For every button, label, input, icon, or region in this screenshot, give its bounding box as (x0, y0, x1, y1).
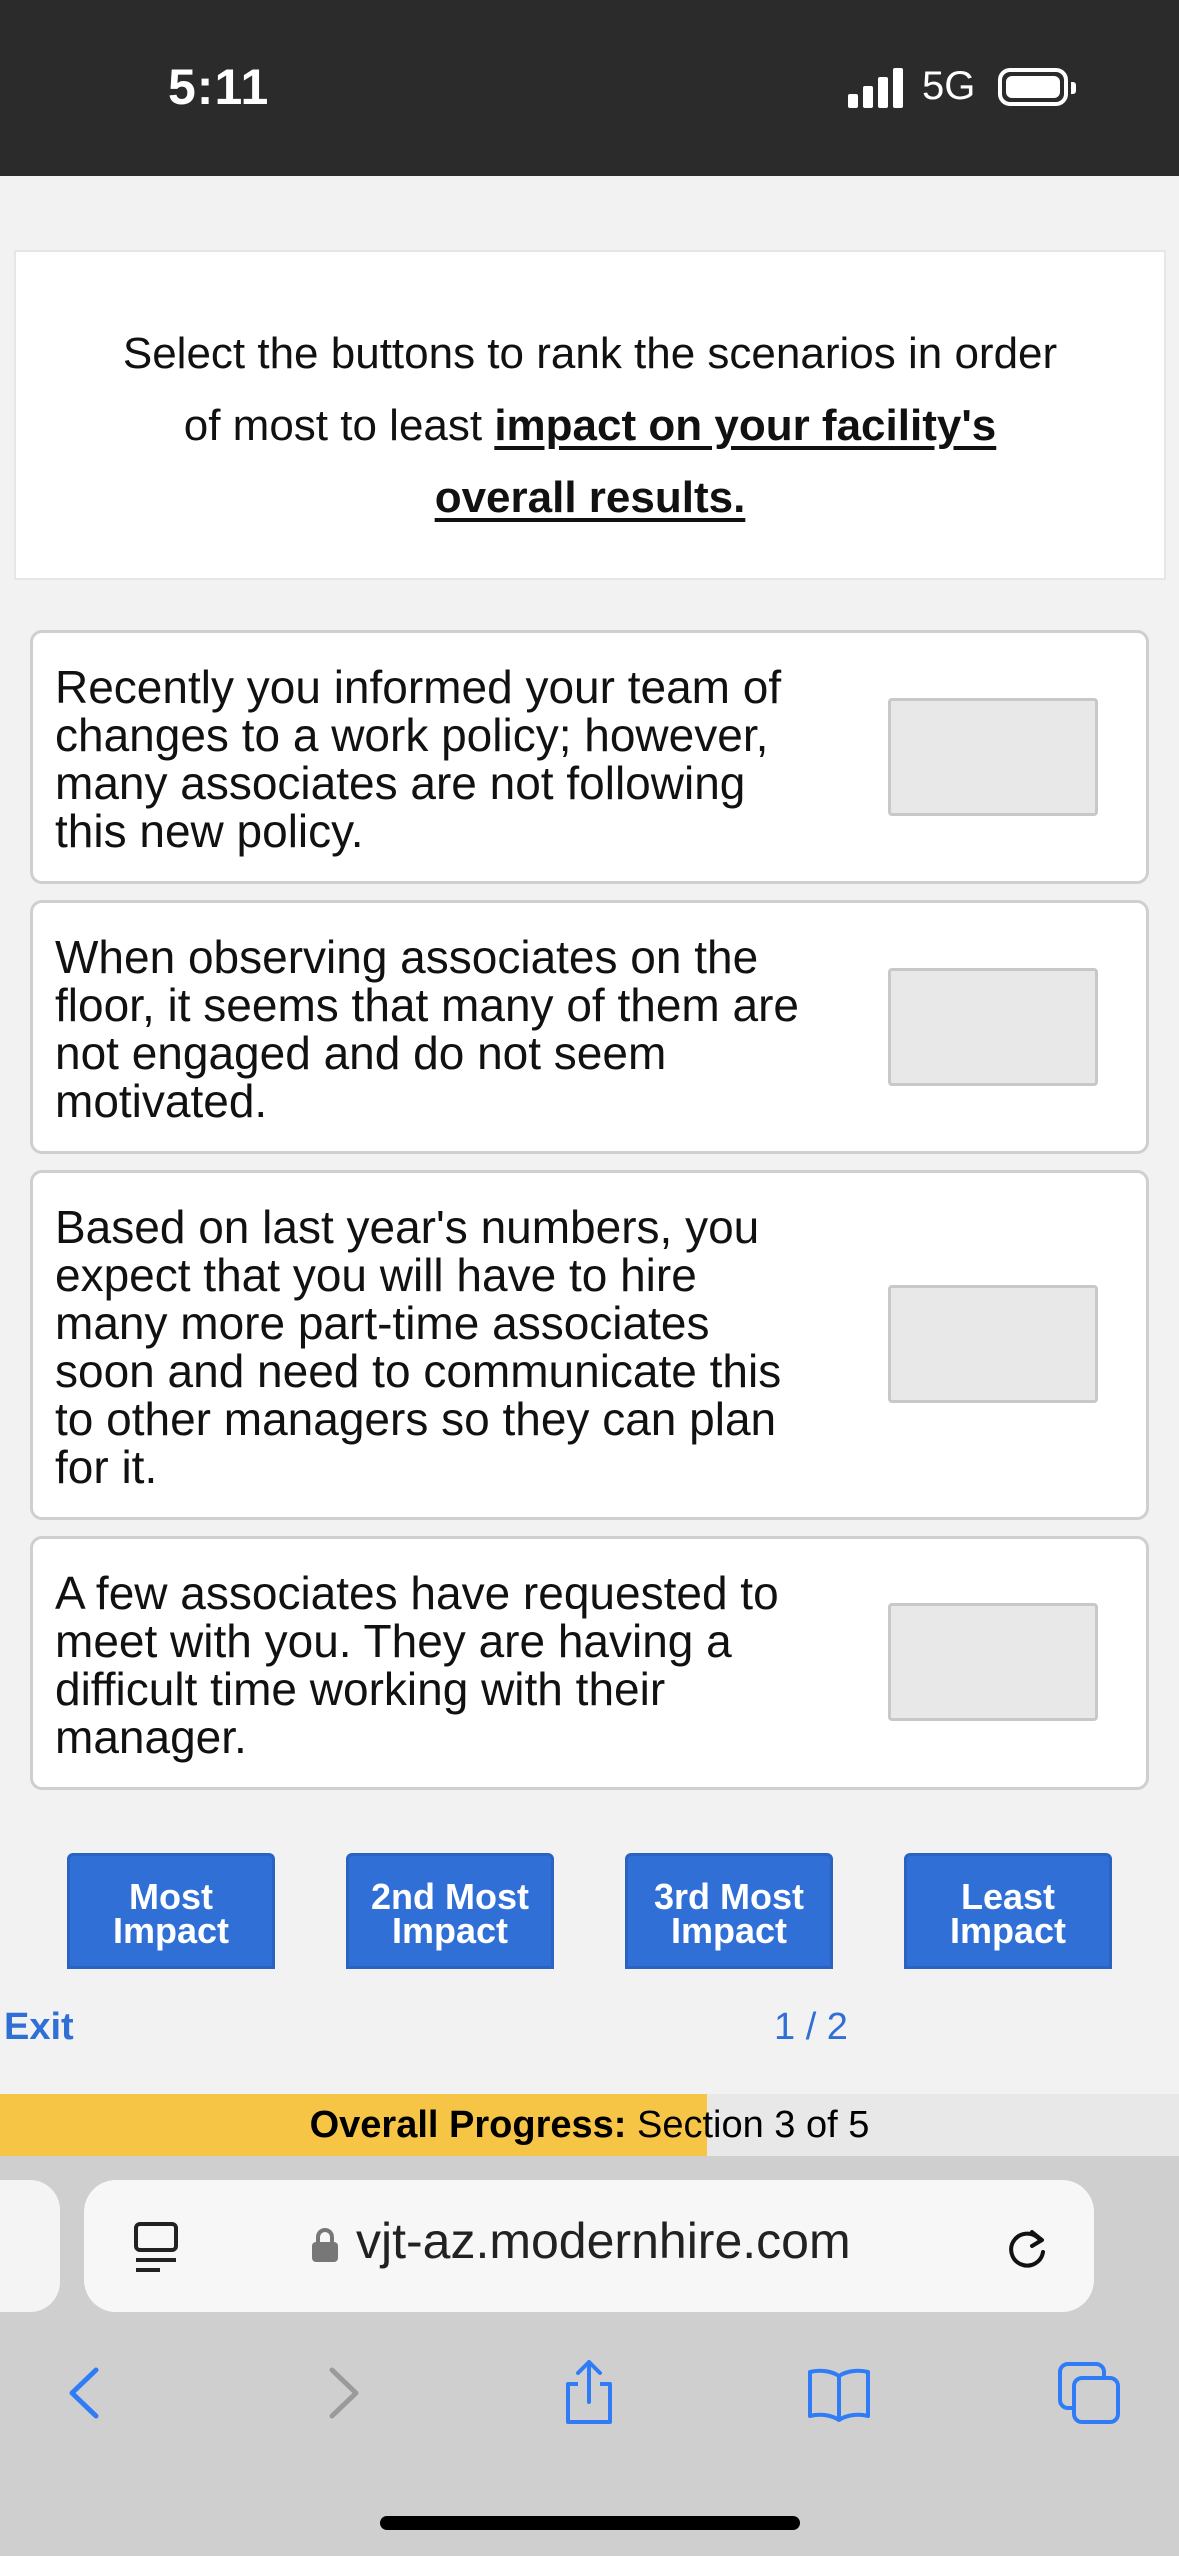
instructions-line-1: Select the buttons to rank the scenarios in order (122, 329, 1058, 378)
url-text[interactable]: vjt-az.modernhire.com (356, 2213, 851, 2269)
reload-icon[interactable] (1002, 2224, 1052, 2274)
scenario-text: Based on last year's numbers, you expect that you will have to hire many more part-time associates soon and need to communicate this to other managers so they can plan for it. (55, 1201, 782, 1493)
tabs-icon[interactable] (1054, 2358, 1124, 2428)
scenario-text: When observing associates on the floor, it seems that many of them are not engaged and do not seem motivated. (55, 931, 799, 1127)
overall-progress-bar (0, 2094, 1179, 2156)
rank-slot[interactable] (888, 968, 1098, 1086)
third-most-impact-button[interactable]: 3rd Most Impact (625, 1853, 833, 1969)
instructions-line-2: of most to least impact on your facility's (183, 401, 997, 450)
exit-link[interactable]: Exit (4, 2006, 74, 2048)
rank-slot[interactable] (888, 698, 1098, 816)
status-bar (0, 0, 1179, 176)
page-menu-icon[interactable] (134, 2222, 178, 2272)
progress-label: Overall Progress: Section 3 of 5 (309, 2104, 870, 2146)
cellular-signal-icon (848, 68, 904, 108)
second-most-impact-button[interactable]: 2nd Most Impact (346, 1853, 554, 1969)
scenario-text: Recently you informed your team of changes to a work policy; however, many associates are not following this new policy. (55, 661, 782, 857)
instructions-emphasis: impact on your facility's (494, 401, 997, 450)
network-type: 5G (922, 64, 976, 108)
most-impact-button[interactable]: Most Impact (67, 1853, 275, 1969)
scenario-text: A few associates have requested to meet with you. They are having a difficult time working with their manager. (55, 1567, 779, 1763)
rank-slot[interactable] (888, 1603, 1098, 1721)
battery-icon (998, 68, 1068, 106)
status-time: 5:11 (168, 59, 270, 115)
home-indicator (380, 2516, 800, 2530)
scenario-card-3 (30, 1170, 1149, 1520)
rank-slot[interactable] (888, 1285, 1098, 1403)
page-indicator: 1 / 2 (774, 2006, 848, 2048)
instructions-emphasis: overall results. (434, 473, 746, 522)
back-icon[interactable] (52, 2358, 122, 2428)
least-impact-button[interactable]: Least Impact (904, 1853, 1112, 1969)
scenario-card-1 (30, 630, 1149, 884)
forward-icon[interactable] (306, 2358, 376, 2428)
bookmarks-icon[interactable] (804, 2358, 874, 2428)
share-icon[interactable] (554, 2358, 624, 2428)
scenario-card-4 (30, 1536, 1149, 1790)
scenario-card-2 (30, 900, 1149, 1154)
previous-tab-peek[interactable] (0, 2180, 60, 2312)
instructions-panel (14, 250, 1166, 580)
instructions-line-3 (16, 462, 1164, 534)
lock-icon (312, 2228, 338, 2262)
